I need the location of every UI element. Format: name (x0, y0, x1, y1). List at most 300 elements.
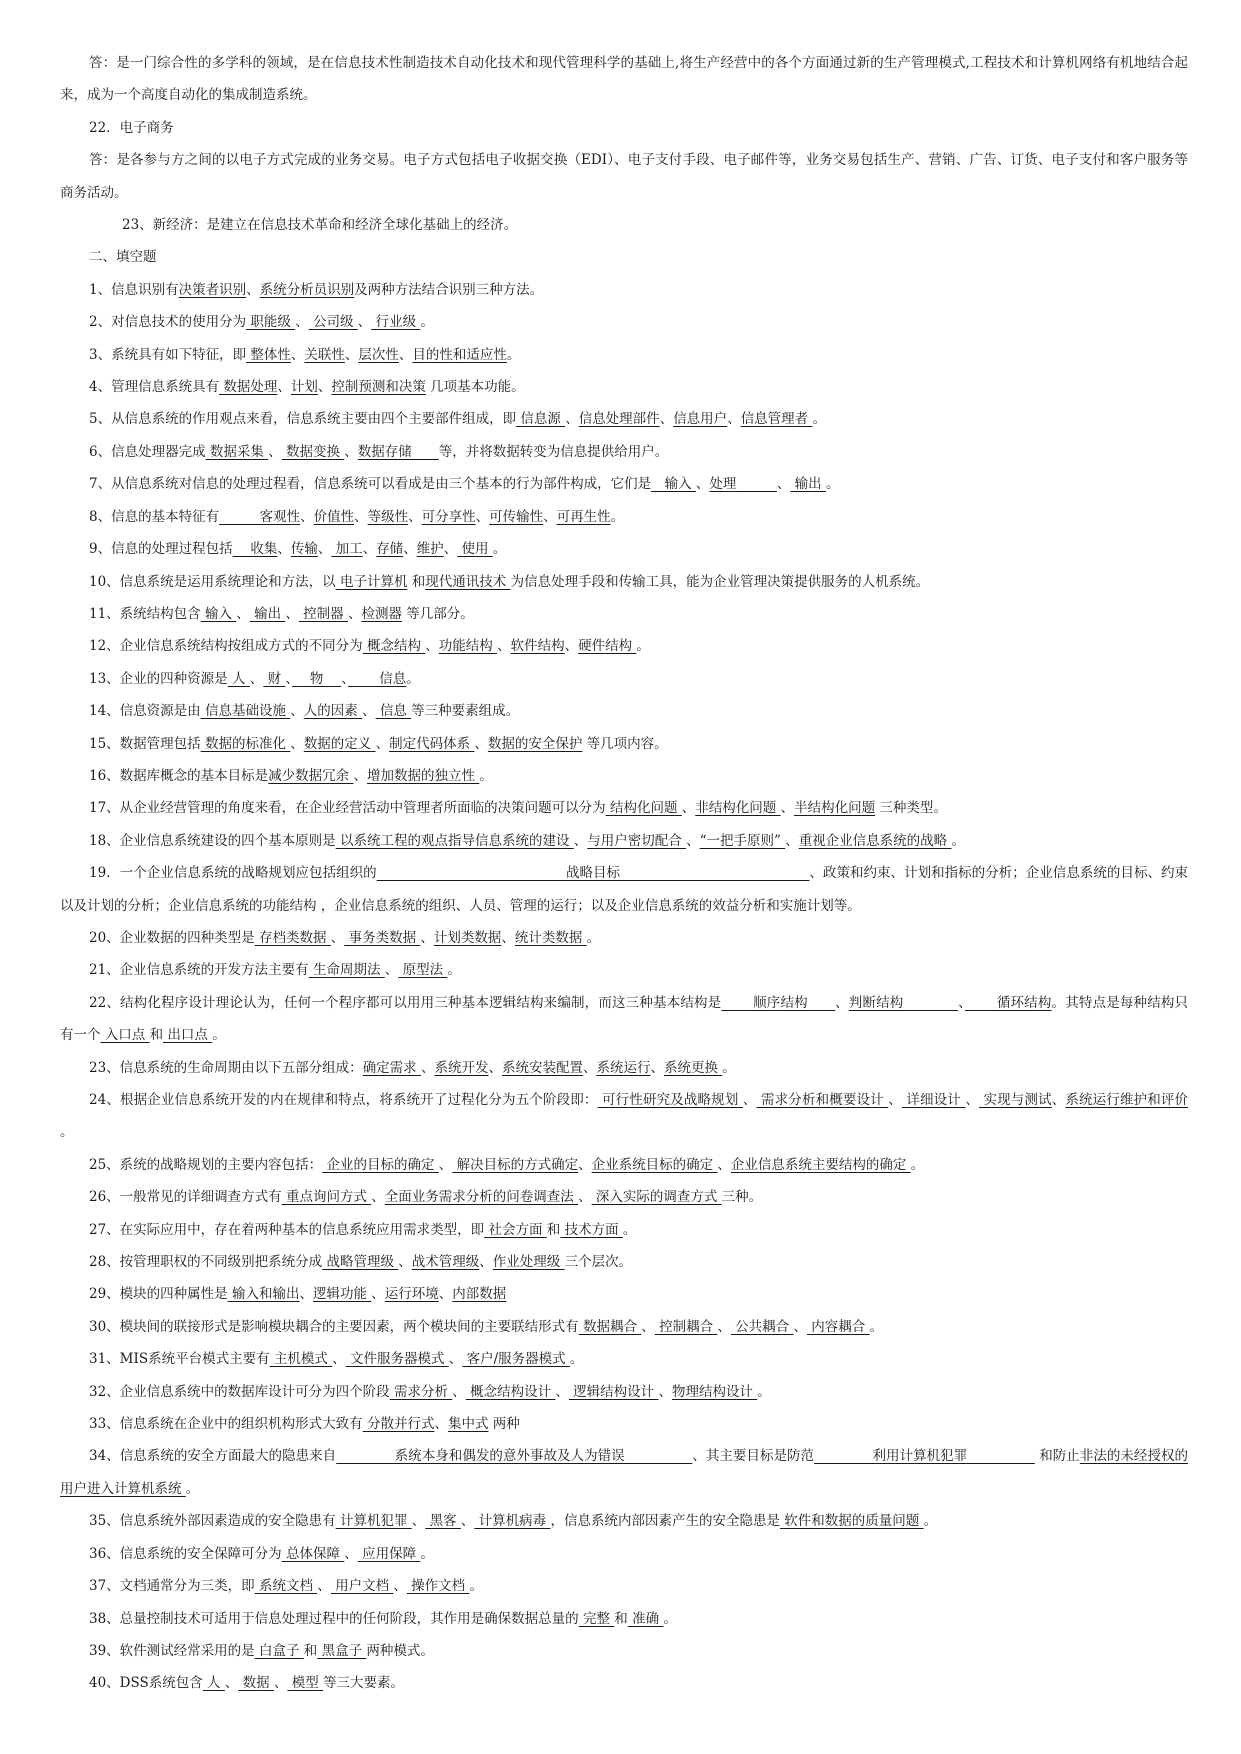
text-run: 39、软件测试经常采用的是 (89, 1642, 255, 1659)
answer-blank: 黑客 (425, 1513, 461, 1530)
answer-blank: 企业的目标的确定 (322, 1156, 439, 1173)
text-run: 22、结构化程序设计理论认为，任何一个程序都可以用用三种基本逻辑结构来编制，而这三种基本结构是 (89, 994, 722, 1011)
text-run: 、 (658, 1383, 672, 1400)
text-run: 8、信息的基本特征有 (89, 508, 220, 525)
answer-blank: 等级性 (367, 508, 409, 525)
text-run: 。 (812, 411, 826, 428)
text-run: ，信息系统内部因素产生的安全隐患是 (550, 1513, 780, 1530)
answer-blank: 信息 (375, 703, 412, 720)
paragraph (60, 47, 1188, 112)
answer-blank: 非结构化问题 (695, 800, 781, 817)
text-run: 、 (344, 1545, 358, 1562)
text-run: 、 (384, 962, 399, 979)
text-run: 、 (438, 1156, 453, 1173)
answer-blank: 数据耦合 (578, 1318, 642, 1335)
text-run: 。 (492, 541, 507, 558)
answer-blank: 客户/服务器模式 (462, 1351, 570, 1368)
text-run: 、 (474, 735, 488, 752)
text-run: 、 (317, 379, 332, 396)
text-run: 、 (300, 508, 314, 525)
text-run: 等三种要素组成。 (411, 703, 520, 720)
text-run: 、 (420, 929, 434, 946)
text-run: 。 (506, 346, 521, 363)
text-run: 、 (268, 443, 282, 460)
answer-blank: 数据存储 (357, 443, 439, 460)
text-run: 、 (354, 508, 368, 525)
answer-blank: 信息处理部件 (578, 411, 660, 428)
answer-blank: 价值性 (313, 508, 355, 525)
answer-blank: 可行性研究及战略规划 (597, 1092, 743, 1108)
text-run: 。 (636, 638, 650, 655)
text-run: 、 (362, 703, 376, 720)
text-run: 、 (347, 605, 362, 622)
answer-blank: 存档类数据 (254, 929, 331, 946)
answer-blank: 信息源 (516, 411, 566, 428)
answer-blank: 数据的标准化 (200, 735, 291, 752)
text-run: 三个层次。 (564, 1254, 633, 1271)
text-run: 34、信息系统的安全方面最大的隐患来自 (89, 1448, 337, 1465)
text-run: 和 (546, 1221, 561, 1238)
text-run: 5、从信息系统的作用观点来看，信息系统主要由四个主要部件组成，即 (89, 411, 517, 428)
answer-blank: 逻辑结构设计 (568, 1383, 659, 1400)
answer-blank: 整体性 (246, 346, 291, 363)
text-run: 为信息处理手段和传输工具，能为企业管理决策提供服务的人机系统。 (510, 573, 930, 590)
text-run: 、 (290, 346, 305, 363)
text-run: 、 (371, 1286, 385, 1303)
answer-blank: 制定代码体系 (389, 735, 475, 752)
answer-blank: 非法的未经授权的用户进入计算机系统 (60, 1448, 1189, 1497)
text-run: 、 (573, 832, 588, 849)
text-run: 4、管理信息系统具有 (89, 379, 220, 396)
text-run: 、 (681, 800, 696, 817)
text-run: 等几部分。 (401, 605, 474, 622)
text-run: 、 (565, 411, 579, 428)
answer-blank: “一把手原则” (699, 832, 786, 849)
answer-blank: 入口点 (100, 1027, 150, 1044)
paragraph (60, 566, 1188, 598)
answer-blank: 功能结构 (438, 638, 498, 655)
text-run: 两种 (488, 1416, 520, 1433)
text-run: 、 (543, 508, 557, 525)
paragraph (60, 1149, 1188, 1181)
text-run: 2、对信息技术的使用分为 (89, 314, 247, 331)
text-run: 28、按管理职权的不同级别把系统分成 (89, 1254, 323, 1271)
text-run: 政策和约束、计划和指标的分析；企业信息系统的目标、约束以及计划的分析；企业信息系统的功能结构 ，企业信息系统的组织、人员、管理的运行；以及企业信息系统的效益分析和实施计划等。 (60, 865, 1189, 914)
paragraph (60, 987, 1188, 1052)
text-run: 、 (809, 865, 823, 882)
paragraph (60, 728, 1188, 760)
answer-blank: 系统文档 (254, 1578, 318, 1595)
answer-blank: 计算机病毒 (474, 1513, 551, 1530)
answer-blank: 确定需求 (362, 1059, 421, 1076)
answer-blank: 内容耦合 (806, 1318, 870, 1335)
answer-blank: 收集 (232, 541, 278, 558)
answer-blank: 完整 (578, 1610, 615, 1627)
answer-blank: 存储 (376, 541, 404, 558)
text-run: 、 (277, 379, 291, 396)
text-run: 12、企业信息系统结构按组成方式的不同分为 (89, 638, 363, 655)
answer-blank: 计划 (290, 379, 318, 396)
text-run: 。 (610, 508, 625, 525)
answer-blank: 文件服务器模式 (345, 1351, 449, 1368)
text-run: 3、系统具有如下特征，即 (89, 346, 247, 363)
paragraph (60, 339, 1188, 371)
answer-blank: 半结构化问题 (794, 800, 876, 817)
paragraph (60, 1635, 1188, 1667)
text-run: 、 (425, 638, 439, 655)
text-run: 37、文档通常分为三类，即 (89, 1578, 255, 1595)
answer-blank: 系统运行维护和评价 (1065, 1092, 1189, 1108)
paragraph (60, 1343, 1188, 1375)
text-run: 。 (212, 1027, 226, 1044)
answer-blank: 人 (202, 1675, 225, 1692)
answer-blank: 生命周期法 (308, 962, 385, 979)
answer-blank: 人 (227, 670, 250, 687)
text-run: 、 (501, 929, 515, 946)
text-run: 、 (776, 476, 791, 493)
text-run: 33、信息系统在企业中的组织机构形式大致有 (89, 1416, 363, 1433)
text-run: 、 (555, 1383, 569, 1400)
answer-blank: 利用计算机犯罪 (814, 1448, 1035, 1465)
answer-blank: 决策者识别 (178, 281, 247, 298)
text-run: 。 (447, 962, 461, 979)
text-run: 、 (1051, 1092, 1066, 1108)
text-run: 。 (910, 1156, 925, 1173)
text-run: 、 (452, 1383, 466, 1400)
paragraph (60, 663, 1188, 695)
text-run: 、 (488, 1059, 502, 1076)
answer-blank: 社会方面 (484, 1221, 547, 1238)
answer-blank: 减少数据冗余 (268, 767, 354, 784)
text-run: 、 (295, 314, 309, 331)
answer-blank: 人的因素 (303, 703, 363, 720)
answer-blank: 数据采集 (205, 443, 269, 460)
text-run: 29、模块的四种属性是 (89, 1286, 228, 1303)
text-run: 、 (497, 638, 511, 655)
text-run: 、 (273, 1675, 288, 1692)
answer-blank: 事务类数据 (344, 929, 421, 946)
text-run: 、 (408, 508, 422, 525)
answer-blank: 可传输性 (489, 508, 544, 525)
answer-blank: 总体保障 (281, 1545, 345, 1562)
answer-blank: 客观性 (219, 508, 301, 525)
paragraph (60, 274, 1188, 306)
text-run: 。 (60, 1124, 74, 1141)
text-run: 15、数据管理包括 (89, 735, 201, 752)
answer-blank: 传输 (290, 541, 318, 558)
answer-blank: 黑盒子 (317, 1642, 367, 1659)
paragraph (60, 112, 1188, 144)
text-run: 。 (479, 767, 493, 784)
answer-blank: 出口点 (163, 1027, 213, 1044)
answer-blank: 白盒子 (254, 1642, 304, 1659)
paragraph (60, 1376, 1188, 1408)
text-run: 、 (403, 541, 417, 558)
answer-blank: 系统运行 (596, 1059, 651, 1076)
text-run: 、 (578, 1189, 592, 1206)
answer-blank: 现代通讯技术 (425, 573, 511, 590)
text-run: 几项基本功能。 (425, 379, 525, 396)
text-run: 、 (371, 1189, 385, 1206)
text-run: 19．一个企业信息系统的战略规划应包括组织的 (89, 865, 377, 882)
paragraph (60, 1408, 1188, 1440)
text-run: 22．电子商务 (89, 119, 174, 136)
text-run: 三种类型。 (875, 800, 947, 817)
answer-blank: 主机模式 (269, 1351, 333, 1368)
answer-blank: 以系统工程的观点指导信息系统的建设 (335, 832, 574, 849)
text-run: 31、MIS系统平台模式主要有 (89, 1351, 270, 1368)
answer-blank: 企业信息系统主要结构的确定 (730, 1156, 911, 1173)
paragraph (60, 501, 1188, 533)
text-run: 。 (586, 929, 601, 946)
answer-blank: 需求分析和概要设计 (756, 1092, 889, 1108)
text-run: 1、信息识别有 (89, 281, 179, 298)
answer-blank: 用户文档 (330, 1578, 394, 1595)
answer-blank: 电子计算机 (335, 573, 408, 590)
answer-blank: 控制耦合 (654, 1318, 718, 1335)
paragraph (60, 1440, 1188, 1505)
text-run: 、 (330, 929, 345, 946)
text-run: 、 (362, 541, 377, 558)
text-run: 等几项内容。 (582, 735, 668, 752)
text-run: 。 (185, 1480, 200, 1497)
answer-blank: 系统本身和偶发的意外事故及人为错误 (336, 1448, 693, 1465)
answer-blank: 控制预测和决策 (331, 379, 426, 396)
answer-blank: 软件结构 (510, 638, 565, 655)
paragraph (60, 630, 1188, 662)
answer-blank: 数据的定义 (303, 735, 376, 752)
answer-blank: 目的性和适应性 (412, 346, 507, 363)
paragraph (60, 922, 1188, 954)
paragraph (60, 1570, 1188, 1602)
answer-blank: 结构化问题 (605, 800, 682, 817)
answer-blank: 可再生性 (556, 508, 611, 525)
answer-blank: 物理结构设计 (671, 1383, 758, 1400)
answer-blank: 分散并行式 (362, 1416, 435, 1433)
text-run: 27、在实际应用中，存在着两种基本的信息系统应用需求类型，即 (89, 1221, 485, 1238)
paragraph (60, 1505, 1188, 1537)
answer-blank: 重点询问方式 (281, 1189, 372, 1206)
answer-blank: 职能级 (246, 314, 296, 331)
text-run: 和 (149, 1027, 164, 1044)
text-run: 、 (479, 1254, 493, 1271)
paragraph (60, 695, 1188, 727)
text-run: 、 (411, 1513, 426, 1530)
text-run: 。 (469, 1578, 483, 1595)
text-run: 、 (246, 281, 260, 298)
text-run: 、 (695, 476, 710, 493)
answer-blank: 模型 (287, 1675, 324, 1692)
text-run: 、 (659, 411, 674, 428)
text-run: 、 (475, 508, 490, 525)
answer-blank: 系统分析员识别 (259, 281, 355, 298)
text-run: 、 (578, 1156, 592, 1173)
document-body (60, 47, 1188, 1700)
text-run: 、 (564, 638, 579, 655)
text-run: 。 (663, 1610, 677, 1627)
text-run: 17、从企业经营管理的角度来看，在企业经营活动中管理者所面临的决策问题可以分为 (89, 800, 606, 817)
paragraph (60, 1311, 1188, 1343)
text-run: 、 (582, 1059, 597, 1076)
text-run: 、 (290, 703, 304, 720)
text-run: 。 (825, 476, 840, 493)
answer-blank: 判断结构 (848, 994, 959, 1011)
text-run: 10、信息系统是运用系统理论和方法，以 (89, 573, 336, 590)
text-run: 等，并将数据转变为信息提供给用户。 (438, 443, 669, 460)
text-run: 36、信息系统的安全保障可分为 (89, 1545, 282, 1562)
text-run: 、 (285, 670, 293, 687)
answer-blank: 深入实际的调查方式 (591, 1189, 722, 1206)
text-run: 16、数据库概念的基本目标是 (89, 767, 269, 784)
text-run: 、 (393, 1578, 407, 1595)
text-run: 和 (303, 1642, 318, 1659)
paragraph (60, 1278, 1188, 1310)
text-run: 、 (785, 832, 799, 849)
text-run: 13、企业的四种资源是 (89, 670, 228, 687)
paragraph (60, 371, 1188, 403)
answer-blank: 控制器 (298, 605, 348, 622)
text-run: 、 (965, 1092, 980, 1108)
text-run: 、 (835, 994, 849, 1011)
answer-blank: 系统更换 (663, 1059, 723, 1076)
paragraph (60, 1084, 1188, 1149)
paragraph (60, 1667, 1188, 1699)
answer-blank: 应用保障 (357, 1545, 421, 1562)
text-run: 、 (224, 1675, 239, 1692)
answer-blank: 与用户密切配合 (587, 832, 687, 849)
answer-blank: 处理 (709, 476, 777, 493)
answer-blank: 统计类数据 (514, 929, 587, 946)
answer-blank: 输出 (249, 605, 286, 622)
answer-blank: 系统安装配置 (501, 1059, 583, 1076)
text-run: 、 (742, 1092, 757, 1108)
text-run: 。 (420, 1545, 434, 1562)
text-run: 23、新经济：是建立在信息技术革命和经济全球化基础上的经济。 (122, 217, 518, 234)
text-run: 三种。 (721, 1189, 763, 1206)
text-run: 6、信息处理器完成 (89, 443, 206, 460)
answer-blank: 战术管理级 (411, 1254, 480, 1271)
text-run: 24、根据企业信息系统开发的内在规律和特点，将系统开了过程化分为五个阶段即： (89, 1092, 598, 1108)
answer-blank: 使用 (457, 541, 493, 558)
answer-blank: 硬件结构 (578, 638, 637, 655)
paragraph (60, 468, 1188, 500)
text-run: 、 (888, 1092, 902, 1108)
answer-blank: 可分享性 (421, 508, 476, 525)
text-run: 、 (460, 1513, 475, 1530)
text-run: 、 (727, 411, 741, 428)
text-run: 。 (951, 832, 965, 849)
paragraph (60, 825, 1188, 857)
paragraph (60, 209, 1188, 241)
answer-blank: 信息 (347, 670, 407, 687)
answer-blank: 集中式 (447, 1416, 489, 1433)
answer-blank: 概念结构设计 (465, 1383, 556, 1400)
paragraph (60, 533, 1188, 565)
text-run: 30、模块间的联接形式是影响模块耦合的主要因素，两个模块间的主要联结形式有 (89, 1318, 579, 1335)
text-run: 21、企业信息系统的开发方法主要有 (89, 962, 309, 979)
paragraph (60, 1603, 1188, 1635)
answer-blank: 逻辑功能 (312, 1286, 372, 1303)
text-run: 23、信息系统的生命周期由以下五部分组成： (89, 1059, 363, 1076)
answer-blank: 数据的安全保护 (487, 735, 583, 752)
text-run: 。 (569, 1351, 584, 1368)
text-run: 35、信息系统外部因素造成的安全隐患有 (89, 1513, 336, 1530)
answer-blank: 输入 (200, 605, 237, 622)
answer-blank: 软件和数据的质量问题 (779, 1513, 924, 1530)
paragraph (60, 241, 1188, 273)
text-run: 、 (332, 1351, 346, 1368)
answer-blank: 财 (263, 670, 286, 687)
text-run: 。 (722, 1059, 736, 1076)
text-run: 38、总量控制技术可适用于信息处理过程中的任何阶段，其作用是确保数据总量的 (89, 1610, 579, 1627)
answer-blank: 输入 (651, 476, 696, 493)
text-run: 、 (344, 346, 359, 363)
answer-blank: 企业系统目标的确定 (591, 1156, 718, 1173)
answer-blank: 作业处理级 (492, 1254, 565, 1271)
text-run: 、 (344, 443, 358, 460)
text-run: 14、信息资源是由 (89, 703, 201, 720)
paragraph (60, 1246, 1188, 1278)
answer-blank: 战略目标 (376, 865, 810, 882)
answer-blank: 计划类数据 (433, 929, 502, 946)
answer-blank: 层次性 (358, 346, 399, 363)
text-run: 、 (793, 1318, 807, 1335)
paragraph (60, 403, 1188, 435)
answer-blank: 技术方面 (560, 1221, 623, 1238)
text-run: 答：是各参与方之间的以电子方式完成的业务交易。电子方式包括电子收据交换（EDI）、电子支付手段、电子邮件等，业务交易包括生产、营销、广告、订货、电子支付和客户服务等商务活动。 (60, 152, 1188, 201)
text-run: 、 (717, 1318, 731, 1335)
paragraph (60, 1214, 1188, 1246)
answer-blank: 关联性 (304, 346, 345, 363)
answer-blank: 运行环境 (384, 1286, 439, 1303)
paragraph (60, 1181, 1188, 1213)
text-run: 。 (420, 314, 434, 331)
answer-blank: 循环结构 (965, 994, 1052, 1011)
answer-blank: 战略管理级 (322, 1254, 399, 1271)
answer-blank: 实现与测试 (979, 1092, 1052, 1108)
answer-blank: 数据 (238, 1675, 274, 1692)
paragraph (60, 144, 1188, 209)
text-run: 、 (299, 1286, 313, 1303)
paragraph (60, 598, 1188, 630)
text-run: 、 (448, 1351, 463, 1368)
text-run: 、 (277, 541, 291, 558)
paragraph (60, 1538, 1188, 1570)
text-run: 、 (285, 605, 299, 622)
text-run: 、 (375, 735, 390, 752)
text-run: 、 (780, 800, 795, 817)
text-run: 二、填空题 (89, 249, 157, 266)
text-run: 和 (614, 1610, 628, 1627)
answer-blank: 信息用户 (673, 411, 728, 428)
answer-blank: 物 (292, 670, 342, 687)
text-run: 、 (958, 994, 966, 1011)
text-run: 答：是一门综合性的多学科的领域，是在信息技术性制造技术自动化技术和现代管理科学的基础上,将生产经营中的各个方面通过新的生产管理模式,工程技术和计算机网络有机地结合起来，成为一个高度自动化的集成制造系统。 (60, 55, 1188, 104)
text-run: 。 (622, 1221, 637, 1238)
text-run: 等三大要素。 (323, 1675, 405, 1692)
answer-blank: 行业级 (371, 314, 421, 331)
text-run: 、 (341, 670, 348, 687)
text-run: 11、系统结构包含 (89, 605, 201, 622)
text-run: 26、一般常见的详细调查方式有 (89, 1189, 282, 1206)
answer-blank: 数据处理 (219, 379, 278, 396)
text-run: 40、DSS系统包含 (89, 1675, 203, 1692)
paragraph (60, 760, 1188, 792)
text-run: 和防止 (1034, 1448, 1080, 1465)
text-run: 两种模式。 (366, 1642, 434, 1659)
answer-blank: 概念结构 (362, 638, 426, 655)
answer-blank: 数据变换 (281, 443, 345, 460)
